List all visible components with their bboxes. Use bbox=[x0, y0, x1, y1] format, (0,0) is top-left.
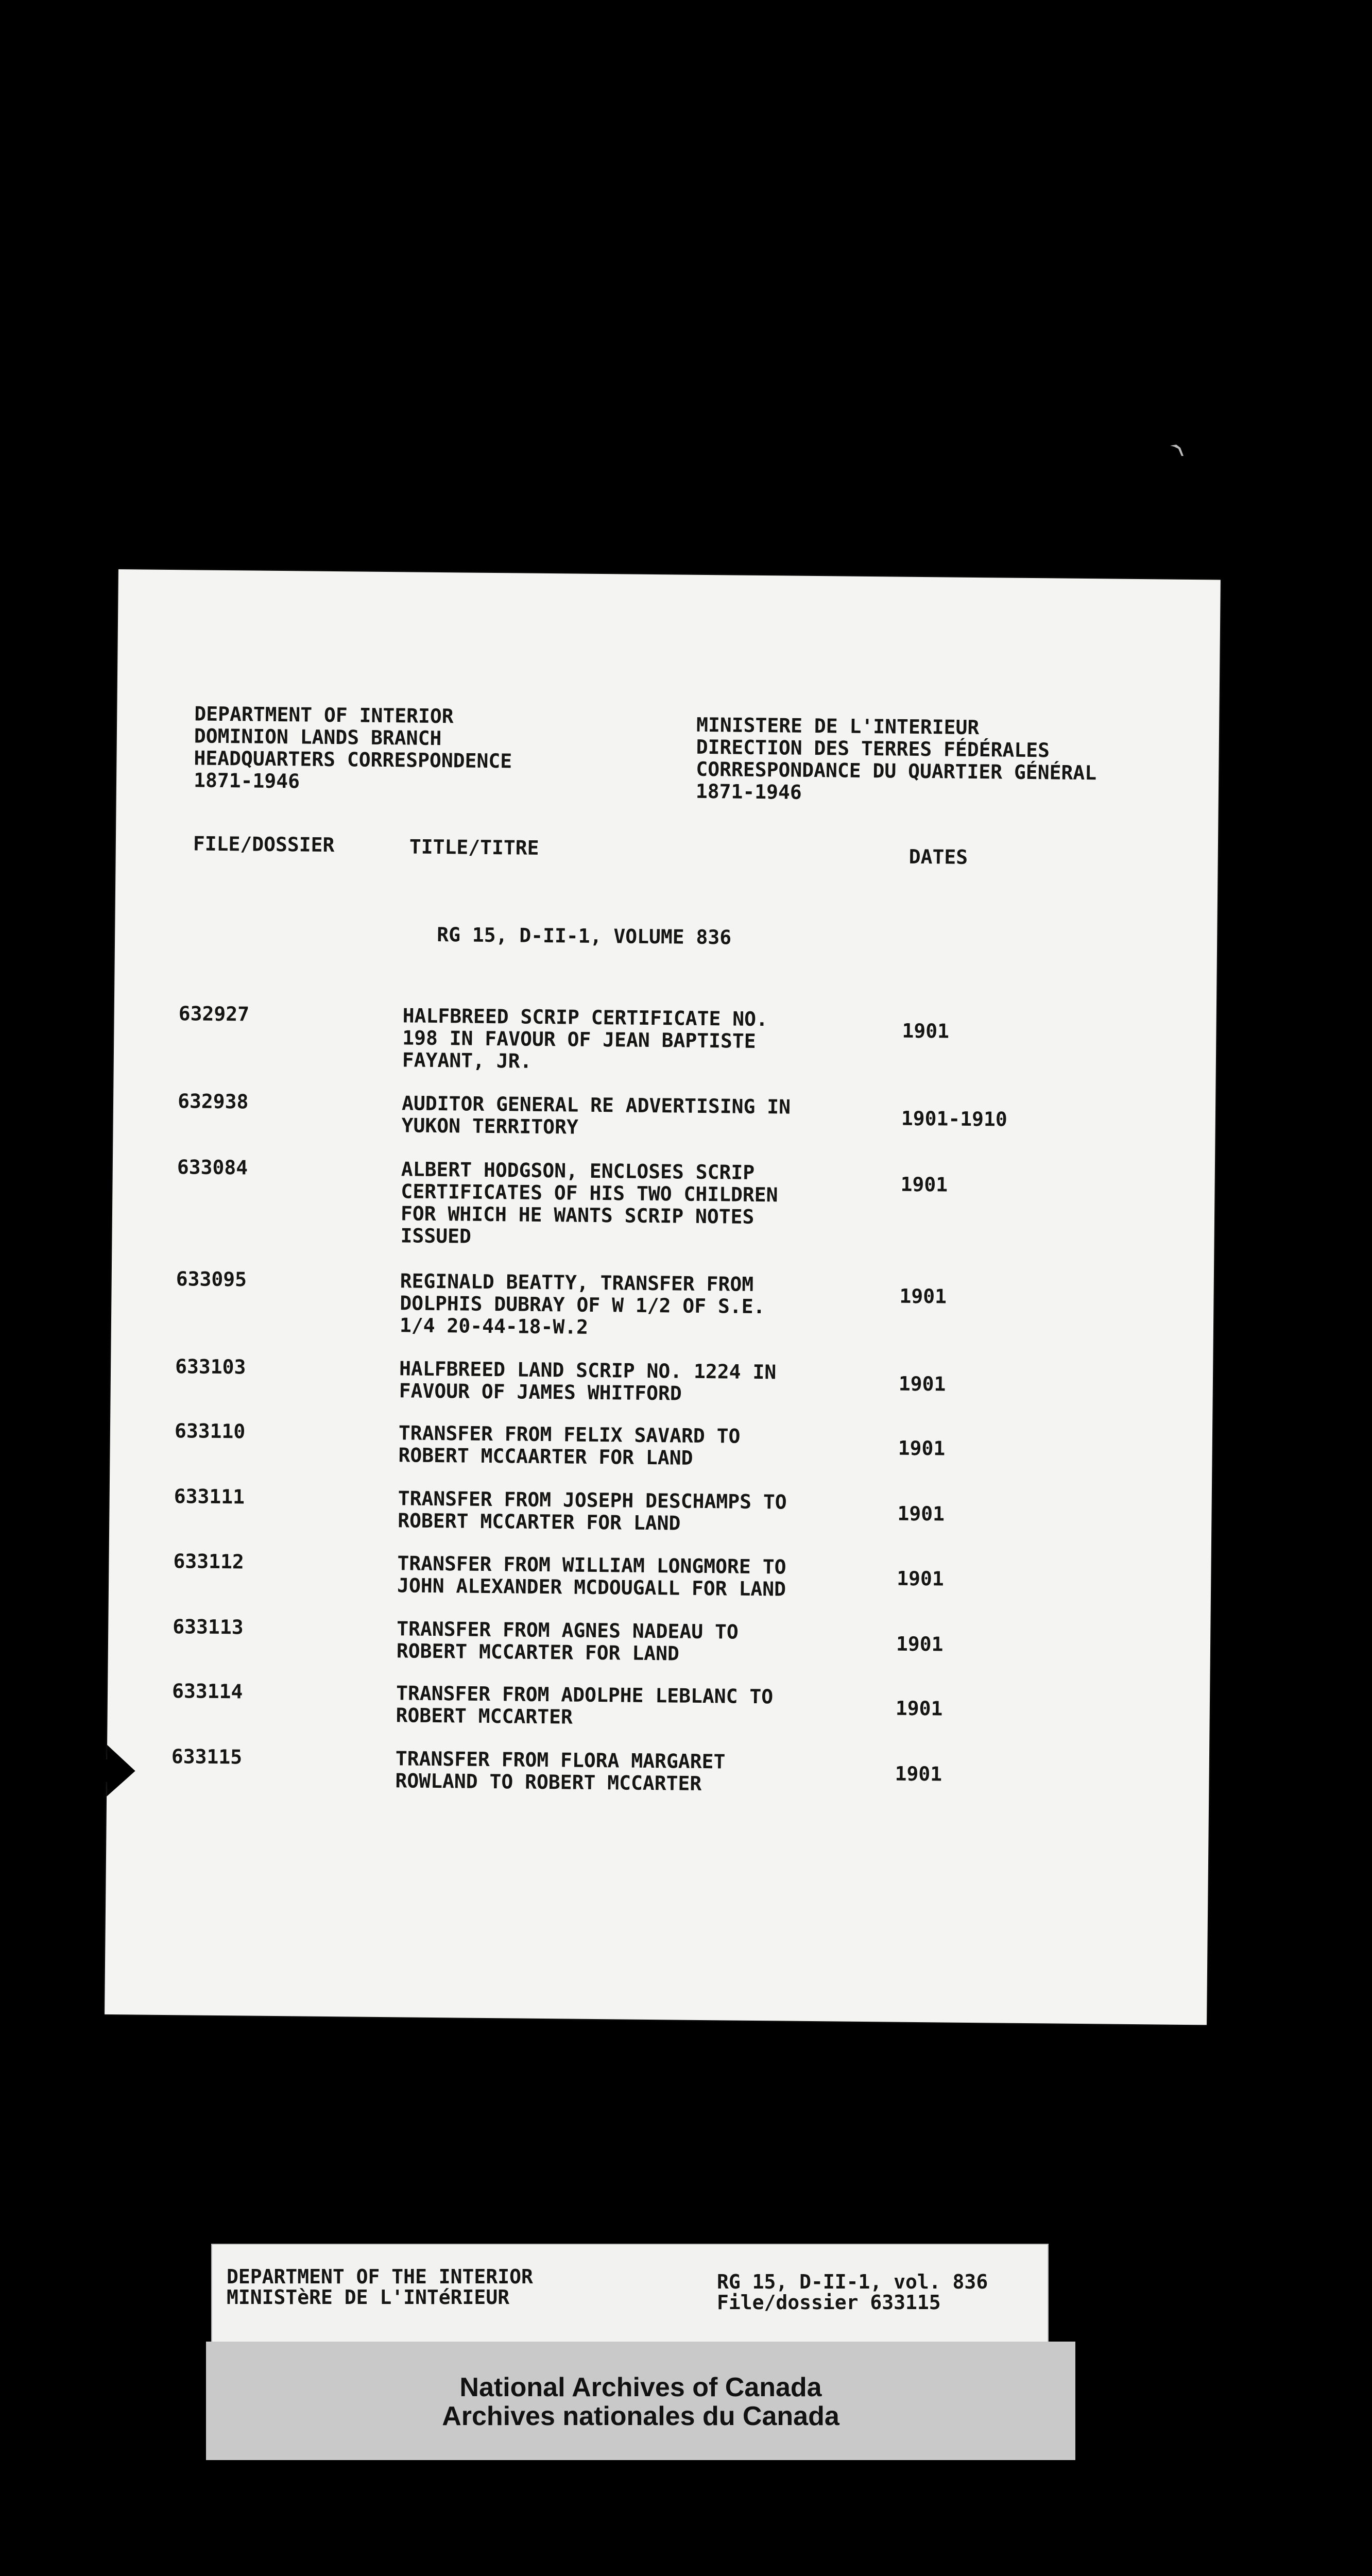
entry-date: 1901 bbox=[898, 1372, 946, 1396]
file-number: 633095 bbox=[176, 1267, 247, 1291]
list-item bbox=[110, 1419, 1212, 1469]
column-header-file: FILE/DOSSIER bbox=[193, 832, 335, 857]
entry-date: 1901 bbox=[902, 1019, 950, 1043]
arrow-right-icon bbox=[78, 1744, 135, 1797]
file-number: 633084 bbox=[177, 1156, 248, 1179]
archives-banner bbox=[206, 2342, 1075, 2460]
list-item bbox=[111, 1355, 1213, 1405]
list-item bbox=[109, 1550, 1211, 1601]
header-french: MINISTERE DE L'INTERIEUR DIRECTION DES TERRES FÉDÉRALES CORRESPONDANCE DU QUARTIER GÉNÉRAL 1871-1946 bbox=[695, 713, 1097, 804]
file-number: 632927 bbox=[178, 1002, 250, 1026]
volume-heading: RG 15, D-II-1, VOLUME 836 bbox=[437, 923, 732, 949]
header-english: DEPARTMENT OF INTERIOR DOMINION LANDS BRANCH HEADQUARTERS CORRESPONDENCE 1871-1946 bbox=[193, 702, 512, 793]
file-number: 632938 bbox=[177, 1090, 249, 1113]
entry-title: TRANSFER FROM AGNES NADEAU TO ROBERT MCCARTER FOR LAND bbox=[396, 1617, 739, 1665]
entry-title: TRANSFER FROM FLORA MARGARET ROWLAND TO ROBERT MCCARTER bbox=[395, 1747, 726, 1795]
scan-artifact-icon bbox=[1169, 440, 1190, 461]
entry-title: HALFBREED SCRIP CERTIFICATE NO. 198 IN FAVOUR OF JEAN BAPTISTE FAYANT, JR. bbox=[402, 1004, 768, 1073]
list-item bbox=[110, 1485, 1212, 1535]
list-item bbox=[113, 1090, 1215, 1139]
list-item bbox=[107, 1745, 1209, 1795]
entry-title: TRANSFER FROM FELIX SAVARD TO ROBERT MCCAARTER FOR LAND bbox=[398, 1421, 741, 1469]
entry-title: TRANSFER FROM ADOLPHE LEBLANC TO ROBERT MCCARTER bbox=[396, 1682, 774, 1728]
entry-title: ALBERT HODGSON, ENCLOSES SCRIP CERTIFICATES OF HIS TWO CHILDREN FOR WHICH HE WANTS SCRIP NOTES ISSUED bbox=[400, 1158, 778, 1248]
entry-date: 1901 bbox=[895, 1762, 942, 1786]
entry-date: 1901 bbox=[897, 1502, 945, 1526]
archives-name-french: Archives nationales du Canada bbox=[442, 2401, 839, 2431]
entry-date: 1901 bbox=[895, 1697, 943, 1720]
list-item bbox=[109, 1615, 1211, 1665]
file-number: 633113 bbox=[173, 1615, 244, 1639]
entry-date: 1901 bbox=[896, 1632, 944, 1656]
column-header-title: TITLE/TITRE bbox=[409, 835, 539, 859]
list-item bbox=[108, 1680, 1210, 1728]
archives-name-english: National Archives of Canada bbox=[459, 2372, 822, 2402]
label-reference: RG 15, D-II-1, vol. 836 File/dossier 633115 bbox=[717, 2270, 988, 2314]
column-header-dates: DATES bbox=[908, 845, 968, 869]
entry-title: AUDITOR GENERAL RE ADVERTISING IN YUKON TERRITORY bbox=[401, 1092, 791, 1139]
entry-date: 1901 bbox=[900, 1173, 948, 1196]
entry-date: 1901 bbox=[899, 1284, 947, 1308]
archive-label bbox=[211, 2244, 1049, 2343]
file-number: 633115 bbox=[171, 1745, 243, 1769]
entry-title: TRANSFER FROM JOSEPH DESCHAMPS TO ROBERT MCCARTER FOR LAND bbox=[398, 1487, 787, 1535]
entry-date: 1901 bbox=[898, 1436, 946, 1460]
file-number: 633103 bbox=[175, 1355, 246, 1379]
list-item bbox=[113, 1156, 1215, 1248]
entry-title: HALFBREED LAND SCRIP NO. 1224 IN FAVOUR OF JAMES WHITFORD bbox=[399, 1357, 777, 1405]
entry-date: 1901-1910 bbox=[901, 1107, 1007, 1131]
document-page bbox=[105, 569, 1221, 2025]
entry-title: TRANSFER FROM WILLIAM LONGMORE TO JOHN ALEXANDER MCDOUGALL FOR LAND bbox=[397, 1552, 786, 1601]
entry-date: 1901 bbox=[897, 1567, 944, 1590]
list-item bbox=[112, 1267, 1214, 1338]
file-number: 633112 bbox=[173, 1550, 245, 1573]
entry-title: REGINALD BEATTY, TRANSFER FROM DOLPHIS DUBRAY OF W 1/2 OF S.E. 1/4 20-44-18-W.2 bbox=[399, 1269, 765, 1338]
label-department: DEPARTMENT OF THE INTERIOR MINISTèRE DE L'INTéRIEUR bbox=[227, 2265, 533, 2309]
file-number: 633111 bbox=[174, 1485, 245, 1509]
file-number: 633110 bbox=[174, 1419, 246, 1443]
file-number: 633114 bbox=[172, 1680, 243, 1703]
list-item bbox=[114, 1002, 1216, 1073]
